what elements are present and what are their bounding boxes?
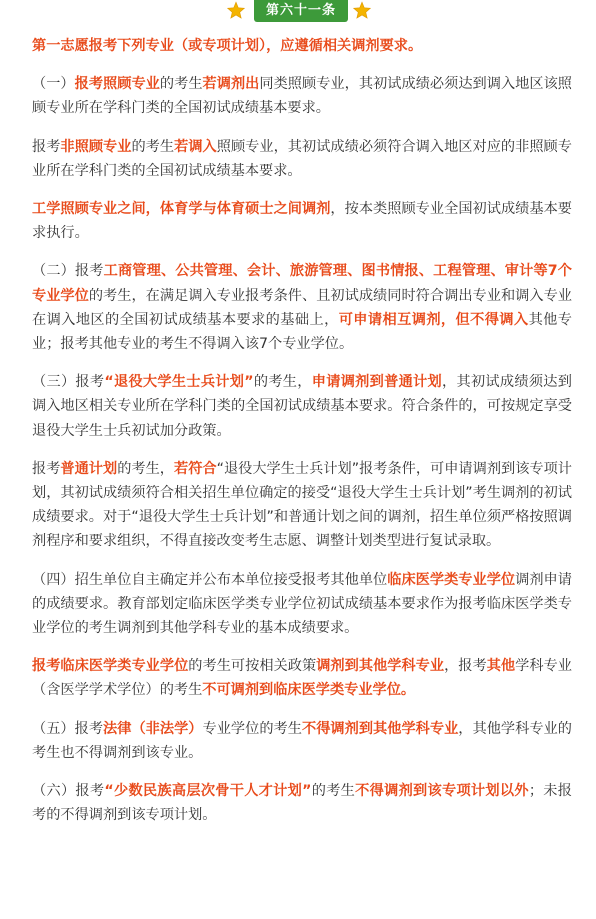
text-segment: 报考照顾专业: [74, 76, 160, 93]
text-segment: “退役大学生士兵计划”报考条件，可申请调剂到该专项计划，其初试成绩须符合相关招生单位确定的接受“退役大学生士兵计划”考生调剂的初试成绩要求。对于“退役大学生士兵计划”和普通计划之间的调剂，招生单位须严格按照调剂程序和要求组织，不得直接改变考生志愿、调整计划类型进行复试录取。: [32, 460, 572, 550]
text-segment: 报考临床医学类专业学位: [32, 658, 189, 675]
text-segment: 的考生: [159, 76, 203, 93]
star-icon: [352, 1, 372, 20]
text-segment: “退役大学生士兵计划”: [104, 374, 254, 391]
paragraph-item-5: [32, 717, 572, 765]
star-icon: [226, 1, 246, 20]
text-segment: 申请调剂到普通计划: [311, 374, 442, 391]
text-segment: （一）: [32, 76, 75, 93]
text-segment: （五）报考: [32, 720, 104, 737]
text-segment: 工商管理、公共管理、会计、旅游管理、图书情报、工程管理、审计等7个专业学位: [32, 263, 572, 304]
text-segment: 临床医学类专业学位: [387, 571, 516, 588]
text-segment: 可申请相互调剂，但不得调入: [338, 311, 529, 328]
text-segment: （四）招生单位自主确定并公布本单位接受报考其他单位: [32, 571, 388, 588]
text-segment: 同类照顾专业，其初试成绩必须达到调入地区该照顾专业所在学科门类的全国初试成绩基本要求。: [32, 76, 572, 117]
text-segment: （六）报考: [32, 783, 105, 800]
paragraph-item-3b: [32, 457, 572, 554]
text-segment: 的考生，: [117, 460, 174, 477]
article-body: [32, 34, 572, 827]
text-segment: “少数民族高层次骨干人才计划”: [104, 783, 312, 800]
text-segment: ，其他学科专业的考生也不得调剂到该专业。: [32, 720, 572, 761]
text-segment: 报考: [32, 138, 61, 155]
article-number-badge: 第六十一条: [254, 0, 348, 22]
paragraph-item-4b: [32, 654, 572, 702]
paragraph-title: [32, 34, 572, 58]
text-segment: 若调入: [174, 138, 217, 155]
text-segment: 专业学位的考生: [202, 720, 302, 737]
paragraph-item-2: [32, 259, 572, 356]
text-segment: 的考生: [311, 783, 356, 800]
paragraph-item-3: [32, 370, 572, 443]
paragraph-item-4: [32, 568, 572, 641]
text-segment: 学科专业（含医学学术学位）的考生: [32, 658, 572, 699]
text-segment: 普通计划: [60, 460, 118, 477]
text-segment: 调剂到其他学科专业: [316, 658, 445, 675]
text-segment: 其他: [486, 658, 516, 675]
paragraph-item-1c: [32, 197, 572, 245]
text-segment: （三）报考: [32, 374, 105, 391]
text-segment: 的考生: [131, 138, 175, 155]
text-segment: 不得调剂到其他学科专业: [301, 720, 459, 737]
text-segment: 不可调剂到临床医学类专业学位。: [202, 682, 416, 699]
text-segment: 不得调剂到该专项计划以外: [355, 783, 529, 800]
text-segment: ，报考: [444, 658, 487, 675]
text-segment: 非照顾专业: [60, 138, 132, 155]
article-header: [0, 0, 596, 22]
text-segment: ，按本类照顾专业全国初试成绩基本要求执行。: [32, 201, 572, 242]
text-segment: 的考生，在满足调入专业报考条件、且初试成绩同时符合调出专业和调入专业在调入地区的全国初试成绩基本要求的基础上，: [32, 287, 572, 328]
paragraph-item-1b: [32, 135, 572, 183]
text-segment: 的考生可按相关政策: [188, 658, 317, 675]
text-segment: 若符合: [174, 460, 217, 477]
text-segment: 工学照顾专业之间，体育学与体育硕士之间调剂: [32, 201, 331, 218]
text-segment: ；未报考的不得调剂到该专项计划。: [32, 783, 572, 824]
text-segment: （二）报考: [32, 263, 104, 280]
text-segment: 的考生，: [253, 374, 312, 391]
text-segment: ，其初试成绩须达到调入地区相关专业所在学科门类的全国初试成绩基本要求。符合条件的，可按规定享受退役大学生士兵初试加分政策。: [32, 374, 572, 439]
text-segment: 调剂申请的成绩要求。教育部划定临床医学类专业学位初试成绩基本要求作为报考临床医学类专业学位的考生调剂到其他学科专业的基本成绩要求。: [32, 571, 572, 637]
text-segment: 若调剂出: [202, 76, 260, 93]
text-segment: 报考: [32, 460, 61, 477]
text-segment: 第一志愿报考下列专业（或专项计划），应遵循相关调剂要求。: [32, 38, 423, 54]
text-segment: 照顾专业，其初试成绩必须符合调入地区对应的非照顾专业所在学科门类的全国初试成绩基本要求。: [32, 138, 572, 179]
paragraph-item-6: [32, 779, 572, 827]
text-segment: 法律（非法学）: [103, 720, 203, 737]
text-segment: 其他专业；报考其他专业的考生不得调入该7个专业学位。: [32, 311, 572, 353]
paragraph-item-1: [32, 72, 572, 120]
